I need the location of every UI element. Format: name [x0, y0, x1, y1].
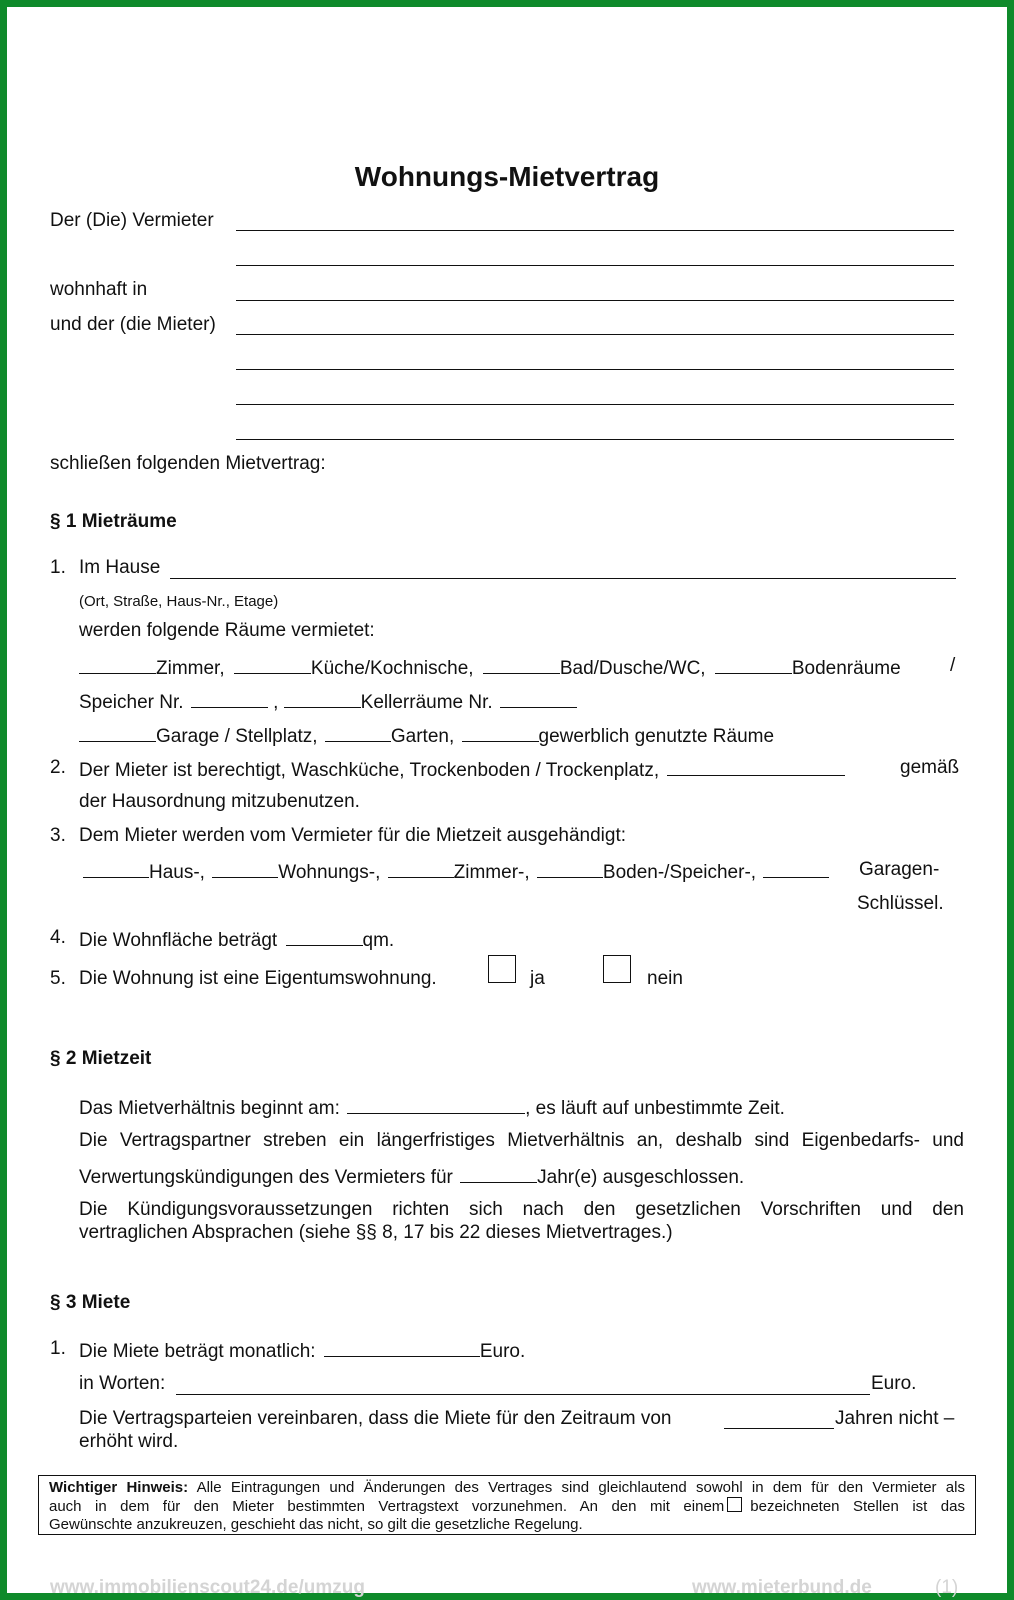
keller-count-blank[interactable]: [284, 689, 361, 708]
bodenraeume-blank[interactable]: [715, 655, 792, 674]
wohnflaeche-text: Die Wohnfläche beträgt: [79, 930, 278, 951]
mieter-label: und der (die Mieter): [50, 314, 216, 335]
miete-euro-label: Euro.: [479, 1341, 526, 1362]
mieter-line-3[interactable]: [236, 404, 954, 405]
raeume-vermietet-text: werden folgende Räume vermietet:: [79, 620, 375, 641]
schluessel-intro: Dem Mieter werden vom Vermieter für die Mietzeit ausgehändigt:: [79, 825, 627, 846]
keller-label: Kellerräume Nr.: [360, 692, 493, 713]
miete-row: [79, 1338, 525, 1363]
kueche-label: Küche/Kochnische,: [310, 658, 474, 679]
s1-item-2-number: 2.: [50, 757, 66, 778]
closing-text: schließen folgenden Mietvertrag:: [50, 453, 326, 474]
eigentum-ja-checkbox[interactable]: [488, 955, 516, 983]
in-worten-euro-label: Euro.: [871, 1373, 917, 1394]
section-2-heading: § 2 Mietzeit: [50, 1048, 152, 1069]
jahren-nicht-text: Jahren nicht –: [835, 1408, 955, 1429]
section-1-heading: § 1 Mieträume: [50, 511, 177, 532]
s3-item-1-number: 1.: [50, 1338, 66, 1359]
speicher-blank[interactable]: [191, 689, 268, 708]
miete-betrag-blank[interactable]: [324, 1338, 480, 1357]
eigentum-text: Die Wohnung ist eine Eigentumswohnung.: [79, 968, 437, 989]
eigentum-nein-label: nein: [647, 968, 683, 989]
section-3-heading: § 3 Miete: [50, 1292, 131, 1313]
eigenbedarf-line-2: [79, 1164, 744, 1189]
haus-key-label: Haus-,: [149, 862, 205, 883]
miete-text: Die Miete beträgt monatlich:: [79, 1341, 316, 1362]
im-hause-label: Im Hause: [79, 557, 161, 578]
wohnflaeche-blank[interactable]: [286, 927, 363, 946]
notice-line-3: Gewünschte anzukreuzen, geschieht das nicht, so gilt die gesetzliche Regelung.: [49, 1516, 583, 1533]
vermieter-line-2[interactable]: [236, 265, 954, 266]
wohnungs-key-label: Wohnungs-,: [278, 862, 381, 883]
zimmer-key-label: Zimmer-,: [453, 862, 530, 883]
mieter-line-4[interactable]: [236, 439, 954, 440]
bodenraeume-label: Bodenräume: [791, 658, 901, 679]
boden-key-label: Boden-/Speicher-,: [602, 862, 757, 883]
zimmer-blank[interactable]: [79, 655, 156, 674]
garage-blank[interactable]: [79, 723, 156, 742]
mieter-line-2[interactable]: [236, 369, 954, 370]
garten-label: Garten,: [390, 726, 455, 747]
raeume-row-1: [79, 655, 901, 680]
schluessel-row: [83, 859, 829, 884]
im-hause-line[interactable]: [170, 578, 956, 579]
eigenbedarf-line-1: Die Vertragspartner streben ein längerfristiges Mietverhältnis an, deshalb sind Eigenbedarfs- und: [79, 1130, 964, 1151]
mietbeginn-blank[interactable]: [347, 1095, 525, 1114]
notice-text-1: Alle Eintragungen und Änderungen des Vertrages sind gleichlautend sowohl in dem für den Vermieter als: [196, 1479, 965, 1496]
important-notice-box: [38, 1475, 976, 1535]
gemaess-text: gemäß: [900, 757, 960, 778]
page-number: (1): [935, 1577, 959, 1598]
notice-text-2b: bezeichneten Stellen ist das: [750, 1498, 965, 1515]
mitbenutzung-blank[interactable]: [667, 757, 845, 776]
raeume-row-3: [79, 723, 774, 748]
wohnungs-key-blank[interactable]: [212, 859, 278, 878]
notice-line-2: [49, 1497, 965, 1516]
garage-label: Garage / Stellplatz,: [156, 726, 318, 747]
haus-key-blank[interactable]: [83, 859, 149, 878]
mitbenutzung-text: Der Mieter ist berechtigt, Waschküche, Trockenboden / Trockenplatz,: [79, 760, 660, 781]
notice-label: Wichtiger Hinweis:: [49, 1479, 189, 1496]
kuendigung-line-2: vertraglichen Absprachen (siehe §§ 8, 17 bis 22 dieses Mietvertrages.): [79, 1222, 673, 1243]
wohnhaft-label: wohnhaft in: [50, 279, 148, 300]
kuendigung-line-1: Die Kündigungsvoraussetzungen richten sich nach den gesetzlichen Vorschriften und den: [79, 1199, 964, 1220]
eigentum-nein-checkbox[interactable]: [603, 955, 631, 983]
wohnflaeche-row: [79, 927, 394, 952]
vermieter-label: Der (Die) Vermieter: [50, 210, 214, 231]
qm-label: qm.: [362, 930, 395, 951]
s1-item-5-number: 5.: [50, 968, 66, 989]
footer-link-mieterbund[interactable]: www.mieterbund.de: [692, 1577, 872, 1598]
ort-hint: (Ort, Straße, Haus-Nr., Etage): [79, 593, 279, 610]
gewerblich-label: gewerblich genutzte Räume: [538, 726, 775, 747]
boden-key-blank[interactable]: [537, 859, 603, 878]
s1-item-3-number: 3.: [50, 825, 66, 846]
keller-nr-blank[interactable]: [500, 689, 577, 708]
unbestimmt-text: , es läuft auf unbestimmte Zeit.: [525, 1098, 785, 1119]
s1-item-4-number: 4.: [50, 927, 66, 948]
vermieter-line-1[interactable]: [236, 230, 954, 231]
erhoeht-text: erhöht wird.: [79, 1431, 179, 1452]
bodenraeume-slash: /: [950, 655, 956, 676]
zimmer-label: Zimmer,: [156, 658, 225, 679]
gewerblich-blank[interactable]: [462, 723, 539, 742]
notice-text-2a: auch in dem für den Mieter bestimmten Vertragstext vorzunehmen. An den mit einem: [49, 1498, 725, 1515]
zimmer-key-blank[interactable]: [388, 859, 454, 878]
checkbox-symbol-icon: [727, 1497, 742, 1512]
bad-blank[interactable]: [483, 655, 560, 674]
mietzeitraum-blank[interactable]: [724, 1428, 834, 1429]
eigentum-ja-label: ja: [530, 968, 545, 989]
wohnhaft-line[interactable]: [236, 300, 954, 301]
hausordnung-text: der Hausordnung mitzubenutzen.: [79, 791, 360, 812]
page-title: Wohnungs-Mietvertrag: [354, 161, 660, 192]
mietbeginn-text: Das Mietverhältnis beginnt am:: [79, 1098, 340, 1119]
garten-blank[interactable]: [325, 723, 391, 742]
mietbeginn-row: [79, 1095, 785, 1120]
garagen-key-blank[interactable]: [763, 859, 829, 878]
notice-line-1: [49, 1479, 965, 1497]
mietzeitraum-text: Die Vertragsparteien vereinbaren, dass die Miete für den Zeitraum von: [79, 1408, 672, 1429]
in-worten-label: in Worten:: [79, 1373, 166, 1394]
kueche-blank[interactable]: [234, 655, 311, 674]
speicher-comma: ,: [273, 692, 279, 713]
verwertung-text: Verwertungskündigungen des Vermieters für: [79, 1167, 453, 1188]
speicher-label: Speicher Nr.: [79, 692, 184, 713]
s1-item-1-number: 1.: [50, 557, 66, 578]
s1-item-2-text: [79, 757, 845, 782]
ausschluss-jahre-blank[interactable]: [460, 1164, 537, 1183]
garagen-key-label: Garagen-: [859, 859, 940, 880]
mieter-line-1[interactable]: [236, 334, 954, 335]
in-worten-line[interactable]: [176, 1394, 870, 1395]
footer-link-immobilienscout[interactable]: www.immobilienscout24.de/umzug: [50, 1577, 365, 1598]
raeume-row-2: [79, 689, 577, 714]
schluessel-suffix: Schlüssel.: [857, 893, 944, 914]
bad-label: Bad/Dusche/WC,: [559, 658, 706, 679]
ausgeschlossen-text: Jahr(e) ausgeschlossen.: [537, 1167, 745, 1188]
